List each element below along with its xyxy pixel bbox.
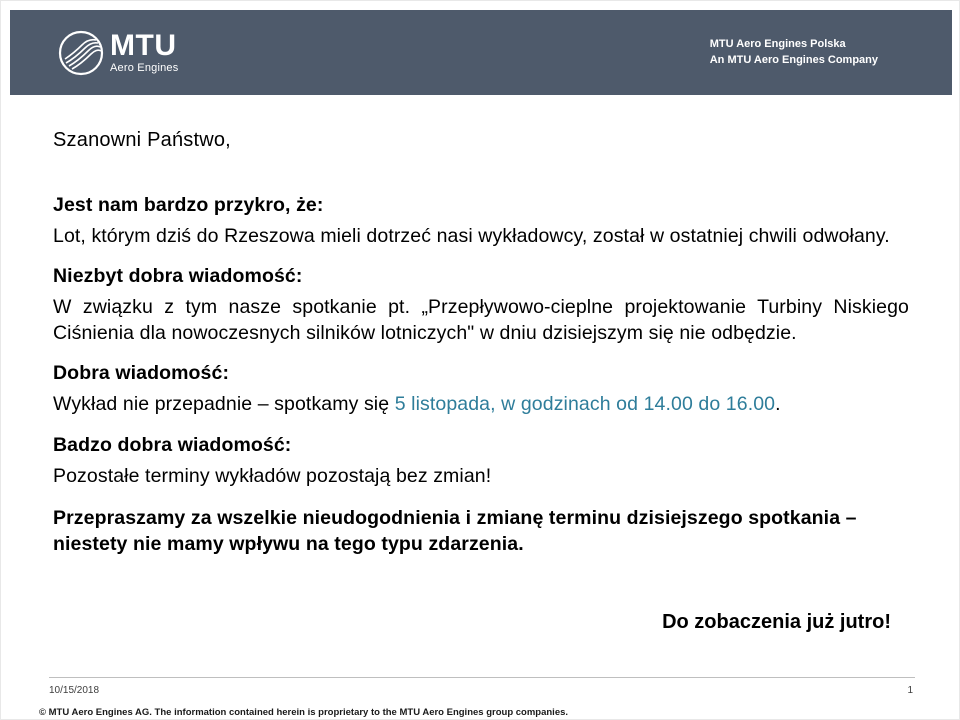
section-text: W związku z tym nasze spotkanie pt. „Przepływowo-cieplne projektowanie Turbiny Niskiego Ciśnienia dla nowoczesnych silników lotniczych" w dniu dzisiejszym się nie odbędzie.	[53, 296, 909, 345]
section-heading: Badzo dobra wiadomość:	[53, 433, 292, 456]
footer-date: 10/15/2018	[49, 685, 100, 696]
footer-copyright: © MTU Aero Engines AG. The information contained herein is proprietary to the MTU Aero Engines group companies.	[39, 707, 569, 718]
section-heading: Jest nam bardzo przykro, że:	[53, 194, 324, 216]
section-text-before: Wykład nie przepadnie – spotkamy się	[53, 393, 395, 416]
section-text-after: .	[775, 393, 781, 416]
closing-text: Do zobaczenia już jutro!	[662, 610, 891, 633]
mtu-logo	[58, 30, 178, 76]
slide-body	[53, 129, 909, 634]
section-text: Lot, którym dziś do Rzeszowa mieli dotrzeć nasi wykładowcy, został w ostatniej chwili odwołany.	[53, 225, 890, 247]
section-very-good-news	[53, 434, 909, 489]
slide-header	[10, 10, 952, 95]
apology-text: Przepraszamy za wszelkie nieudogodnienia i zmianę terminu dzisiejszego spotkania – niestety nie mamy wpływu na tego typu zdarzenia.	[53, 506, 857, 555]
mtu-logo-name: MTU	[110, 29, 177, 62]
mtu-logo-text	[110, 31, 178, 74]
greeting: Szanowni Państwo,	[53, 129, 231, 151]
mtu-swirl-logo-icon	[58, 30, 104, 76]
section-good-news	[53, 362, 909, 417]
footer-divider	[49, 677, 915, 678]
section-text	[53, 391, 909, 417]
header-company-line-2: An MTU Aero Engines Company	[709, 53, 878, 66]
section-very-sorry	[53, 194, 909, 249]
section-heading: Niezbyt dobra wiadomość:	[53, 265, 303, 288]
header-company-info	[710, 37, 878, 69]
header-company-line-1: MTU Aero Engines Polska	[709, 37, 846, 50]
mtu-logo-tagline: Aero Engines	[110, 62, 179, 74]
new-date-highlight: 5 listopada, w godzinach od 14.00 do 16.00	[394, 393, 776, 416]
section-text: Pozostałe terminy wykładów pozostają bez zmian!	[53, 464, 492, 487]
section-bad-news	[53, 265, 909, 346]
footer-page-number: 1	[907, 685, 913, 696]
section-heading: Dobra wiadomość:	[53, 362, 230, 385]
